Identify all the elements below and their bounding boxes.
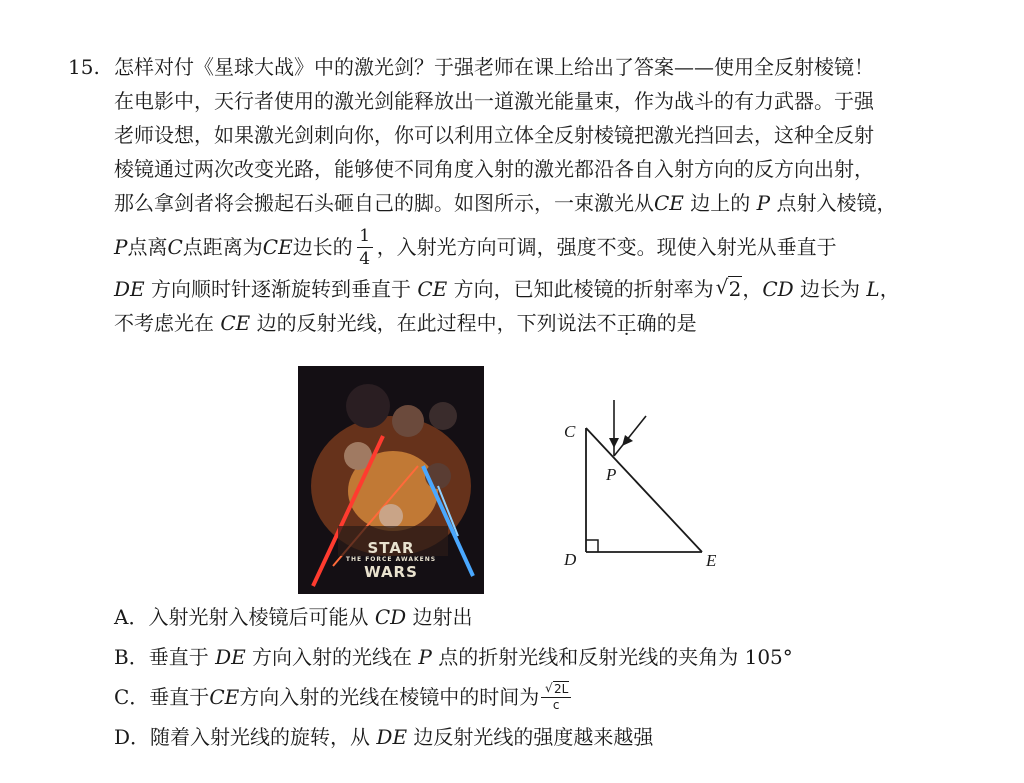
var-p: P <box>114 235 128 259</box>
var-de: DE <box>114 277 145 301</box>
sqrt-two <box>716 274 743 304</box>
fraction-denominator: 4 <box>359 248 371 269</box>
radicand: 2L <box>554 681 569 696</box>
option-b-suffix: 点的折射光线和反射光线的夹角为 105° <box>431 645 793 669</box>
stem-line-6-c: 边长的 <box>292 235 353 259</box>
prism-diagram <box>550 400 750 580</box>
stem-line-6 <box>114 224 974 270</box>
option-c-text: C．垂直于 <box>114 685 210 709</box>
option-b-mid: 方向入射的光线在 <box>245 645 419 669</box>
stem-line-5-mid: 边上的 <box>683 191 757 215</box>
option-d[interactable] <box>114 722 793 752</box>
var-c: C <box>167 235 183 259</box>
stem-line-8 <box>114 308 974 338</box>
stem-line-8-c: 的是 <box>656 311 697 335</box>
var-cd: CD <box>762 277 794 301</box>
stem-line-6-b: 点距离为 <box>182 235 263 259</box>
stem-line-1: 怎样对付《星球大战》中的激光剑？于强老师在课上给出了答案——使用全反射棱镜！ <box>114 55 874 79</box>
fraction-one-quarter <box>357 227 373 268</box>
stem-line-6-a: 点离 <box>127 235 168 259</box>
var-p: P <box>418 645 432 669</box>
sqrt-2l <box>545 680 569 696</box>
fraction-denominator: c <box>552 697 560 712</box>
var-ce: CE <box>262 235 293 259</box>
option-c-mid: 方向入射的光线在棱镜中的时间为 <box>239 685 540 709</box>
stem-line-2: 在电影中，天行者使用的激光剑能释放出一道激光能量束，作为战斗的有力武器。于强 <box>114 89 874 113</box>
var-de: DE <box>376 725 408 749</box>
radicand: 2 <box>728 277 742 301</box>
stem-line-7-e: ， <box>879 277 900 301</box>
stem-line-4: 棱镜通过两次改变光路，能够使不同角度入射的激光都沿各自入射方向的反方向出射， <box>114 157 874 181</box>
option-d-text: D．随着入射光线的旋转，从 <box>114 725 377 749</box>
arrow-head-vertical <box>609 438 619 448</box>
poster-subtitle: THE FORCE AWAKENS <box>345 556 437 563</box>
question-number: 15. <box>68 55 100 79</box>
var-ce: CE <box>417 277 448 301</box>
option-a-text: A．入射光射入棱镜后可能从 <box>114 605 375 629</box>
option-a[interactable] <box>114 602 793 632</box>
answer-options <box>114 602 793 762</box>
var-ce: CE <box>220 311 251 335</box>
fraction-numerator: 1 <box>359 225 371 246</box>
fraction-sqrt2l-over-c <box>541 680 571 712</box>
stem-line-3: 老师设想，如果激光剑刺向你，你可以利用立体全反射棱镜把激光挡回去，这种全反射 <box>114 123 874 147</box>
option-b-text: B．垂直于 <box>114 645 216 669</box>
edge-ce <box>586 428 702 552</box>
stem-line-7-a: 方向顺时针逐渐旋转到垂直于 <box>144 277 418 301</box>
stem-line-5-text: 那么拿剑者将会搬起石头砸自己的脚。如图所示，一束激光从 <box>114 191 654 215</box>
option-a-suffix: 边射出 <box>406 605 473 629</box>
label-p: P <box>606 465 617 484</box>
label-c: C <box>564 422 576 441</box>
poster-title-top: STAR <box>367 539 415 557</box>
stem-line-5-end: 点射入棱镜， <box>770 191 897 215</box>
radical-sign: √ <box>715 275 729 299</box>
radical-sign: √ <box>545 680 553 695</box>
var-p: P <box>756 191 771 215</box>
var-cd: CD <box>374 605 407 629</box>
var-de: DE <box>215 645 246 669</box>
var-ce: CE <box>654 191 684 215</box>
stem-line-7 <box>114 274 974 304</box>
stem-line-7-d: 边长为 <box>793 277 867 301</box>
fraction-bar <box>357 247 373 248</box>
option-b[interactable] <box>114 642 793 672</box>
label-e: E <box>706 551 717 570</box>
question-stem <box>114 52 974 342</box>
stem-line-6-end: ，入射光方向可调，强度不变。现使入射光从垂直于 <box>376 235 837 259</box>
stem-line-8-b: 边的反射光线，在此过程中，下列说法 <box>250 311 597 335</box>
emphasis-not-correct: 不正确 <box>596 311 657 335</box>
var-ce: CE <box>209 685 240 709</box>
option-c[interactable] <box>114 682 793 712</box>
right-angle-mark <box>586 540 598 552</box>
stem-line-7-c: ， <box>742 277 763 301</box>
star-wars-poster <box>298 366 484 594</box>
incident-ray-slanted <box>614 416 646 456</box>
stem-line-5 <box>114 188 974 218</box>
arrow-head-slanted <box>622 435 633 446</box>
stem-line-8-a: 不考虑光在 <box>114 311 221 335</box>
var-l: L <box>866 277 880 301</box>
poster-title <box>298 540 484 580</box>
option-d-suffix: 边反射光线的强度越来越强 <box>407 725 654 749</box>
poster-title-bottom: WARS <box>364 563 418 581</box>
stem-line-7-b: 方向，已知此棱镜的折射率为 <box>447 277 714 301</box>
label-d: D <box>564 550 577 569</box>
